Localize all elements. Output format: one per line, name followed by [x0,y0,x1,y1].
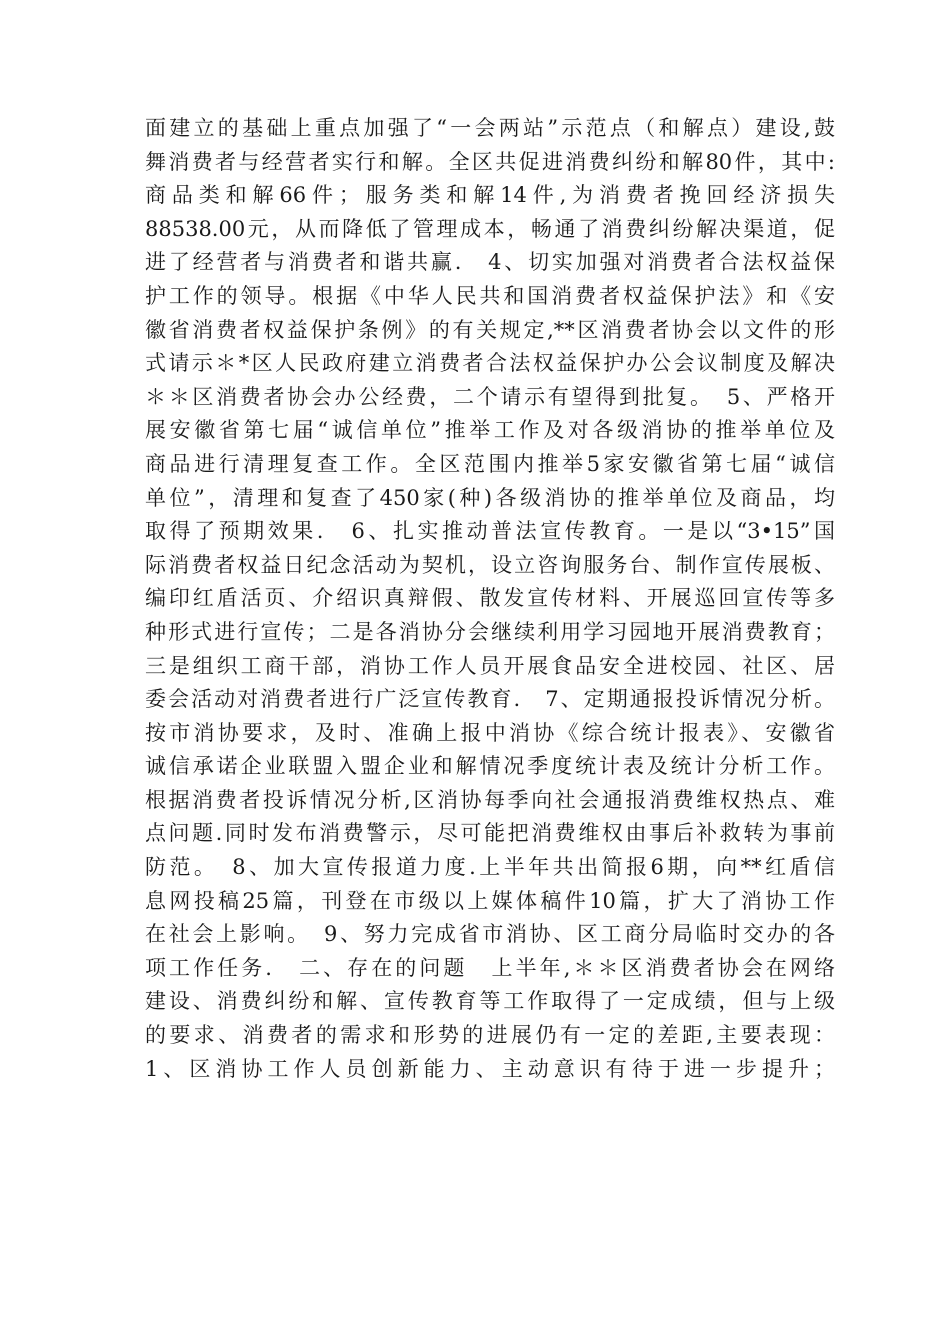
text-line: 息网投稿25篇，刊登在市级以上媒体稿件10篇，扩大了消协工作 [145,888,835,913]
text-line: 取得了预期效果. 6、扎实推动普法宣传教育。一是以“3•15”国 [145,519,835,544]
text-line: 建设、消费纠纷和解、宣传教育等工作取得了一定成绩，但与上级 [145,989,835,1014]
text-line: 88538.00元，从而降低了管理成本，畅通了消费纠纷解决渠道，促 [145,216,835,241]
text-line: 委会活动对消费者进行广泛宣传教育. 7、定期通报投诉情况分析。 [145,687,835,712]
text-line: 项工作任务. 二、存在的问题 上半年,＊＊区消费者协会在网络 [145,955,835,980]
text-line: 按市消协要求，及时、准确上报中消协《综合统计报表》、安徽省 [145,720,835,745]
text-line: 根据消费者投诉情况分析,区消协每季向社会通报消费维权热点、难 [145,787,835,812]
text-line: 点问题.同时发布消费警示，尽可能把消费维权由事后补救转为事前 [145,821,835,846]
document-body [145,112,835,1086]
text-line: 的要求、消费者的需求和形势的进展仍有一定的差距,主要表现： [145,1023,835,1048]
text-line: 舞消费者与经营者实行和解。全区共促进消费纠纷和解80件，其中: [145,149,835,174]
text-line: 单位”，清理和复查了450家(种)各级消协的推举单位及商品，均 [145,485,835,510]
text-line: 编印红盾活页、介绍识真辩假、散发宣传材料、开展巡回宣传等多 [145,586,835,611]
text-line: 展安徽省第七届“诚信单位”推举工作及对各级消协的推举单位及 [145,418,835,443]
text-line: 面建立的基础上重点加强了“一会两站”示范点（和解点）建设,鼓 [145,116,835,140]
text-line: ＊＊区消费者协会办公经费，二个请示有望得到批复。 5、严格开 [145,384,835,409]
text-line: 1、区消协工作人员创新能力、主动意识有待于进一步提升； [145,1056,835,1081]
text-line: 徽省消费者权益保护条例》的有关规定,**区消费者协会以文件的形 [145,317,835,342]
text-line: 护工作的领导。根据《中华人民共和国消费者权益保护法》和《安 [145,283,835,308]
text-line: 三是组织工商干部，消协工作人员开展食品安全进校园、社区、居 [145,653,835,678]
text-line: 防范。 8、加大宣传报道力度.上半年共出简报6期，向**红盾信 [145,855,835,880]
text-line: 商品进行清理复查工作。全区范围内推举5家安徽省第七届“诚信 [145,451,835,476]
text-line: 进了经营者与消费者和谐共赢. 4、切实加强对消费者合法权益保 [145,250,835,275]
text-line: 诚信承诺企业联盟入盟企业和解情况季度统计表及统计分析工作。 [145,754,835,779]
text-line: 商品类和解66件；服务类和解14件,为消费者挽回经济损失 [145,183,835,208]
text-line: 际消费者权益日纪念活动为契机，设立咨询服务台、制作宣传展板、 [145,552,835,577]
text-line: 式请示＊*区人民政府建立消费者合法权益保护办公会议制度及解决 [145,351,835,376]
text-line: 种形式进行宣传；二是各消协分会继续利用学习园地开展消费教育； [145,619,835,644]
text-line: 在社会上影响。 9、努力完成省市消协、区工商分局临时交办的各 [145,922,835,947]
